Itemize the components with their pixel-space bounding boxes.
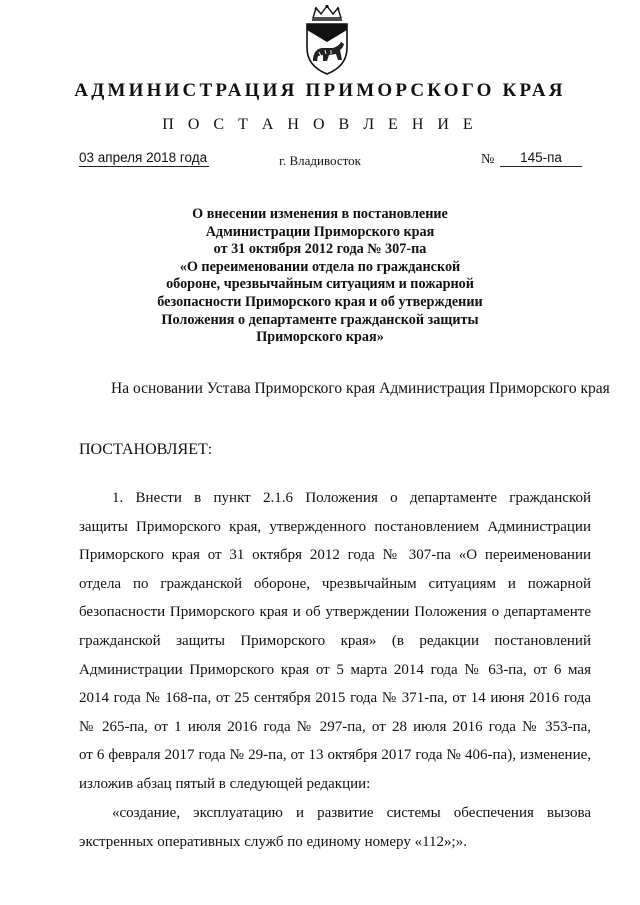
document-city: г. Владивосток (279, 153, 361, 168)
document-date: 03 апреля 2018 года (79, 150, 208, 165)
decree-word: ПОСТАНОВЛЯЕТ: (79, 441, 213, 458)
body-line: защиты Приморского края, утвержденного постановлением Администрации (79, 518, 591, 535)
basis-paragraph: На основании Устава Приморского края Администрация Приморского края (111, 380, 610, 397)
body-line: Администрации Приморского края от 5 марта 2014 года № 63-па, от 6 мая (79, 661, 591, 678)
title-line: Администрации Приморского края (205, 223, 435, 240)
title-line: Положения о департаменте гражданской защиты (161, 311, 479, 328)
title-line: О внесении изменения в постановление (192, 206, 448, 222)
quote-line: экстренных оперативных служб по единому номеру «112»;». (79, 833, 467, 850)
body-line: отдела по гражданской обороне, чрезвычайным ситуациям и пожарной (79, 575, 591, 592)
quoted-paragraph (79, 799, 591, 856)
document-title (120, 206, 520, 347)
body-paragraph-1 (79, 484, 591, 799)
body-line: Приморского края от 31 октября 2012 года № 307-па «О переименовании (79, 547, 591, 564)
body-line: изложив абзац пятый в следующей редакции: (79, 775, 371, 792)
coat-of-arms-emblem (299, 4, 355, 76)
body-line: 2014 года № 168-па, от 25 сентября 2015 года № 371-па, от 14 июня 2016 года (79, 690, 591, 707)
organization-heading: АДМИНИСТРАЦИЯ ПРИМОРСКОГО КРАЯ (74, 80, 566, 101)
number-sign: № (481, 152, 495, 167)
quote-line: «создание, эксплуатацию и развитие системы обеспечения вызова (112, 805, 591, 821)
body-line: гражданской защиты Приморского края» (в редакции постановлений (79, 632, 591, 649)
title-line: от 31 октября 2012 года № 307-па (213, 241, 427, 258)
body-line: 1. Внести в пункт 2.1.6 Положения о департаменте гражданской (112, 490, 591, 506)
title-line: «О переименовании отдела по гражданской (179, 258, 461, 275)
body-line: безопасности Приморского края и об утверждении Положения о департаменте (79, 604, 591, 621)
title-line: Приморского края» (256, 329, 384, 346)
document-number: 145-па (500, 150, 582, 167)
title-line: обороне, чрезвычайным ситуациям и пожарной (166, 276, 474, 293)
document-type: П О С Т А Н О В Л Е Н И Е (162, 116, 478, 133)
body-line: № 265-па, от 1 июля 2016 года № 297-па, от 28 июля 2016 года № 353-па, (79, 718, 591, 735)
body-line: от 6 февраля 2017 года № 29-па, от 13 октября 2017 года № 406-па), изменение, (79, 747, 591, 764)
title-line: безопасности Приморского края и об утверждении (157, 293, 483, 310)
